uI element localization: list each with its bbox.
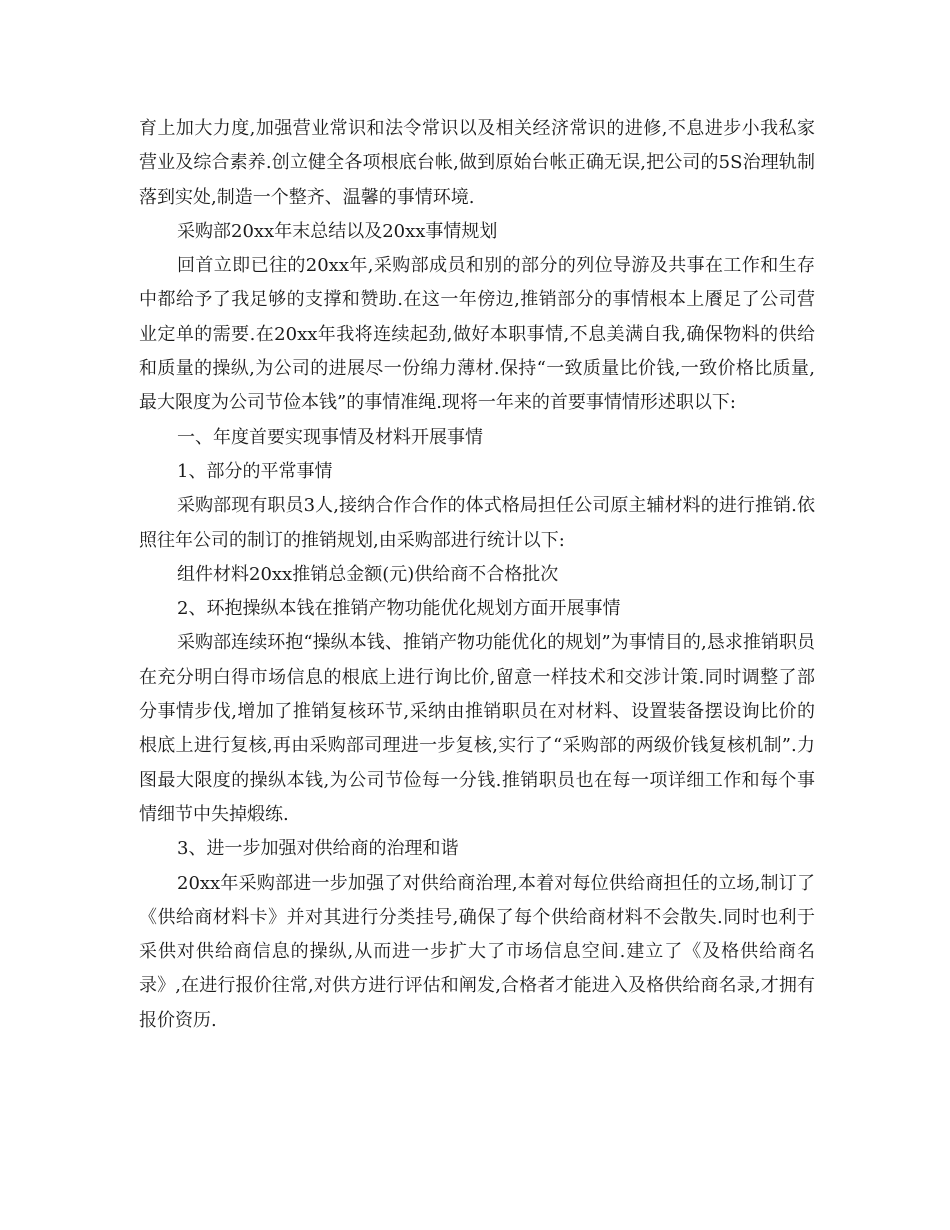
heading-level-1: 一、年度首要实现事情及材料开展事情: [177, 426, 483, 448]
paragraph: 采购部现有职员3人,接纳合作合作的体式格局担任公司原主辅材料的进行推销.依照往年公司的制订的推销规划,由采购部进行统计以下:: [139, 495, 815, 551]
heading-level-2: 3、进一步加强对供给商的治理和谐: [177, 838, 459, 860]
paragraph: 采购部连续环抱“操纵本钱、推销产物功能优化的规划”为事情目的,恳求推销职员在充分明白得市场信息的根底上进行询比价,留意一样技术和交涉计策.同时调整了部分事情步伐,增加了推销复核环节,采纳由推销职员在对材料、设置装备摆设询比价的根底上进行复核,再由采购部司理进一步复核,实行了“采购部的两级价钱复核机制”.力图最大限度的操纵本钱,为公司节俭每一分钱.推销职员也在每一项详细工作和每个事情细节中失掉煅练.: [139, 632, 815, 825]
table-caption-line: 组件材料20xx推销总金额(元)供给商不合格批次: [177, 563, 559, 585]
paragraph: 20xx年采购部进一步加强了对供给商治理,本着对每位供给商担任的立场,制订了《供给商材料卡》并对其进行分类挂号,确保了每个供给商材料不会散失.同时也利于采供对供给商信息的操纵,从而进一步扩大了市场信息空间.建立了《及格供给商名录》,在进行报价往常,对供方进行评估和阐发,合格者才能进入及格供给商名录,才拥有报价资历.: [139, 872, 815, 1031]
heading-level-2: 2、环抱操纵本钱在推销产物功能优化规划方面开展事情: [177, 598, 621, 620]
heading-level-2: 1、部分的平常事情: [177, 460, 333, 482]
document-body: [139, 112, 815, 1038]
paragraph-intro: 回首立即已往的20xx年,采购部成员和别的部分的列位导游及共事在工作和生存中都给予了我足够的支撑和赞助.在这一年傍边,推销部分的事情根本上餍足了公司营业定单的需要.在20xx年我将连续起劲,做好本职事情,不息美满自我,确保物料的供给和质量的操纵,为公司的进展尽一份绵力薄材.保持“一致质量比价钱,一致价格比质量,最大限度为公司节俭本钱”的事情准绳.现将一年来的首要事情情形述职以下:: [139, 255, 815, 414]
section-title: 采购部20xx年末总结以及20xx事情规划: [177, 220, 498, 242]
paragraph-continuation: 育上加大力度,加强营业常识和法令常识以及相关经济常识的进修,不息进步小我私家营业及综合素养.创立健全各项根底台帐,做到原始台帐正确无误,把公司的5S治理轨制落到实处,制造一个整齐、温馨的事情环境.: [139, 118, 815, 208]
